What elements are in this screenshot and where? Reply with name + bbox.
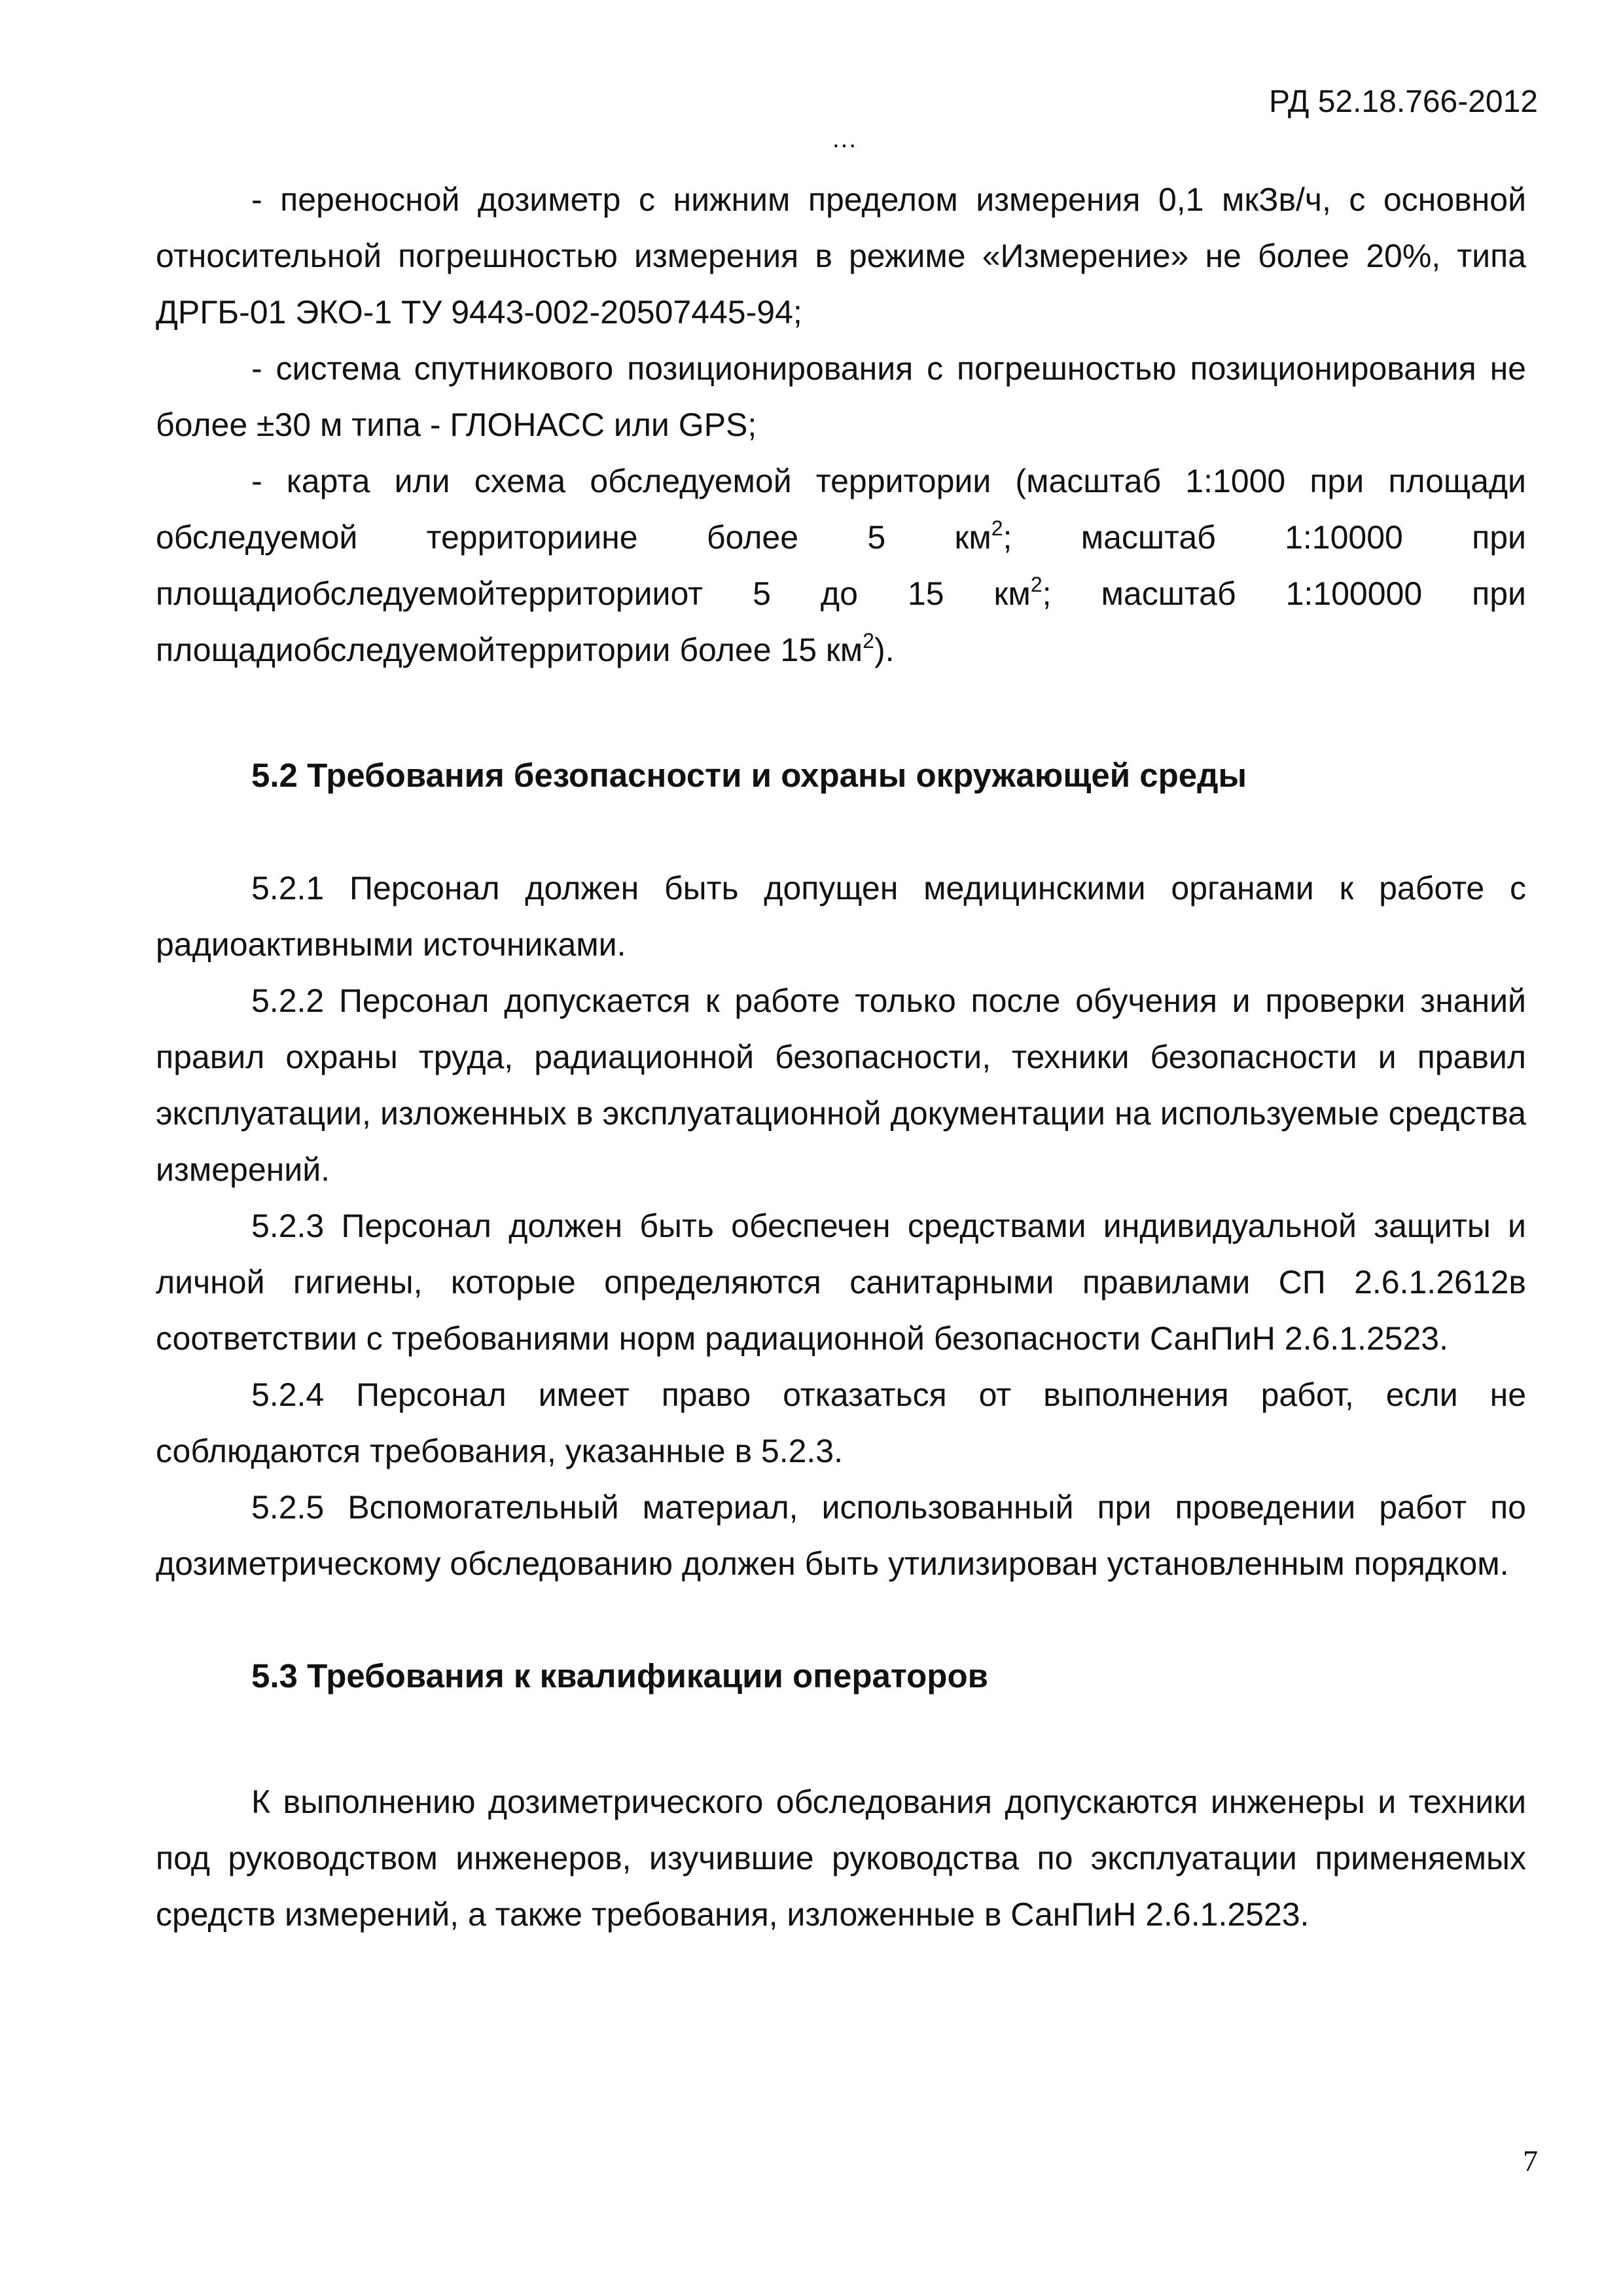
equipment-item-map <box>156 453 1526 678</box>
equipment-item-dosimeter: - переносной дозиметр с нижним пределом измерения 0,1 мкЗв/ч, с основной относительной погрешностью измерения в режиме «Измерение» не более 20%, типа ДРГБ-01 ЭКО-1 ТУ 9443-002-20507445-94; <box>156 181 1526 331</box>
map-item-text-2: ; масштаб 1:10000 при площадиобследуемойтерриторииот 5 до 15 км <box>156 519 1526 612</box>
section-heading-5-3: 5.3 Требования к квалификации операторов <box>251 1657 988 1695</box>
map-item-text-1: - карта или схема обследуемой территории (масштаб 1:1000 при площади обследуемой территориине более 5 км <box>156 463 1526 556</box>
page-content <box>156 171 1526 1943</box>
paragraph-5-2-4: 5.2.4 Персонал имеет право отказаться от выполнения работ, если не соблюдаются требования, указанные в 5.2.3. <box>156 1376 1526 1469</box>
superscript: 2 <box>863 629 874 653</box>
page-number: 7 <box>1523 2144 1538 2178</box>
paragraph-5-2-3: 5.2.3 Персонал должен быть обеспечен средствами индивидуальной защиты и личной гигиены, которые определяются санитарными правилами СП 2.6.1.2612в соответствии с требованиями норм радиационной безопасности СанПиН 2.6.1.2523. <box>156 1208 1526 1357</box>
spacer <box>156 1704 1526 1774</box>
continuation-ellipsis: … <box>831 124 859 153</box>
map-item-text-4: ). <box>874 632 895 668</box>
paragraph-5-2-2: 5.2.2 Персонал допускается к работе только после обучения и проверки знаний правил охраны труда, радиационной безопасности, техники безопасности и правил эксплуатации, изложенных в эксплуатационной документации на используемые средства измерений. <box>156 982 1526 1188</box>
document-code: РД 52.18.766-2012 <box>1269 84 1538 119</box>
map-item-text-3: ; масштаб 1:100000 при площадиобследуемойтерритории более 15 км <box>156 575 1526 668</box>
spacer <box>156 804 1526 860</box>
section-heading-5-2: 5.2 Требования безопасности и охраны окружающей среды <box>251 757 1247 794</box>
superscript: 2 <box>991 516 1003 540</box>
paragraph-5-2-1: 5.2.1 Персонал должен быть допущен медицинскими органами к работе с радиоактивными источниками. <box>156 870 1526 963</box>
superscript: 2 <box>1030 573 1043 596</box>
spacer <box>156 1592 1526 1648</box>
paragraph-5-2-5: 5.2.5 Вспомогательный материал, использованный при проведении работ по дозиметрическому обследованию должен быть утилизирован установленным порядком. <box>156 1489 1526 1582</box>
equipment-item-gnss: - система спутникового позиционирования с погрешностью позиционирования не более ±30 м типа - ГЛОНАСС или GPS; <box>156 350 1526 443</box>
paragraph-5-3: К выполнению дозиметрического обследования допускаются инженеры и техники под руководством инженеров, изучившие руководства по эксплуатации применяемых средств измерений, а также требования, изложенные в СанПиН 2.6.1.2523. <box>156 1784 1526 1933</box>
spacer <box>156 678 1526 747</box>
